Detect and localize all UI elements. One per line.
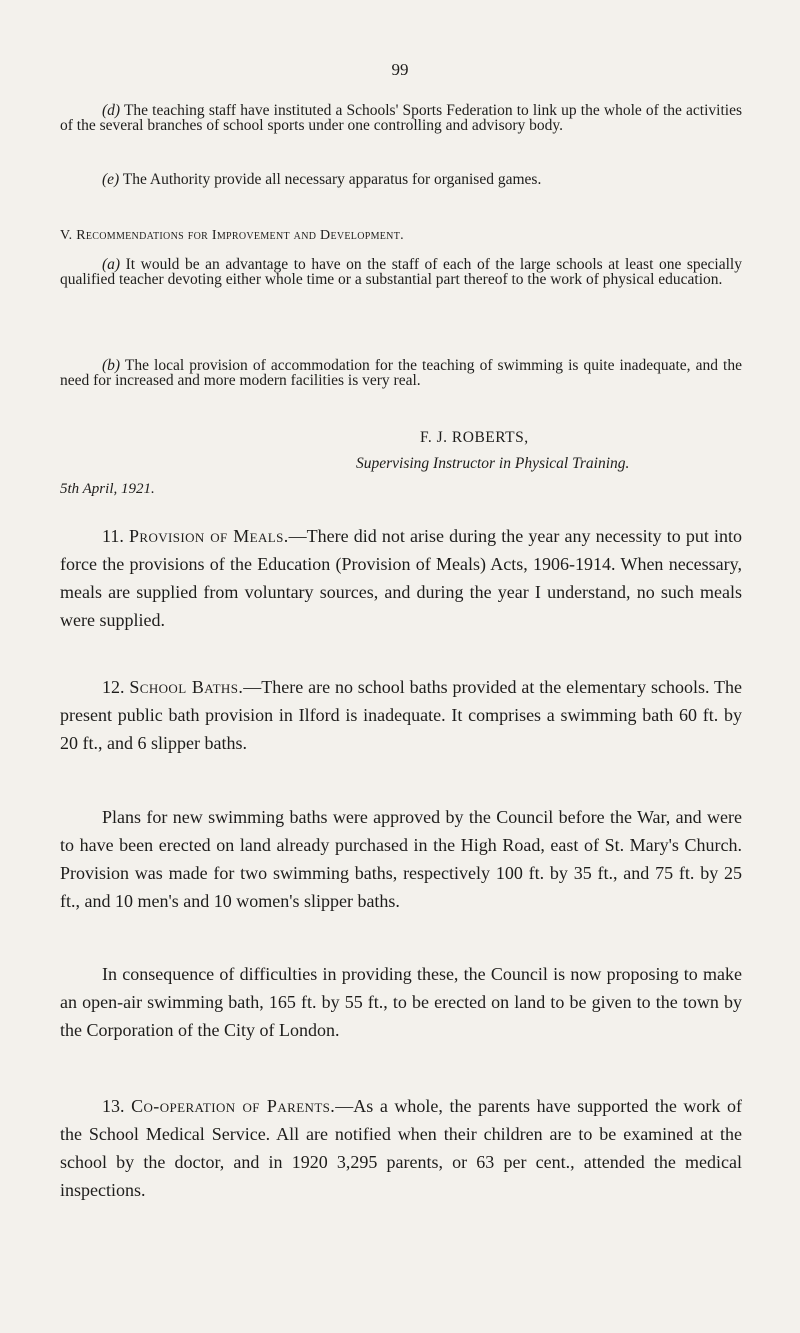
item-letter-b: (b) [102, 357, 121, 374]
signature-title: Supervising Instructor in Physical Training. [356, 455, 630, 472]
section-v-numeral: V. [60, 228, 73, 243]
paragraph-b [60, 358, 742, 388]
section-13-number: 13. [102, 1096, 125, 1116]
signature-name: F. J. ROBERTS, [420, 429, 529, 446]
item-letter-a: (a) [102, 256, 121, 273]
paragraph-e-text: The Authority provide all necessary apparatus for organised games. [119, 171, 542, 188]
section-12 [60, 673, 742, 757]
section-12-text: —There are no school baths provided at the elementary schools. The present public bath provision in Ilford is inadequate. It comprises a swimming bath 60 ft. by 20 ft., and 6 slipper baths. [60, 677, 742, 753]
section-12-heading: School Baths. [129, 677, 244, 697]
paragraph-d [60, 103, 742, 133]
paragraph-a [60, 257, 742, 287]
section-12-para3-text: In consequence of difficulties in providing these, the Council is now proposing to make an open-air swimming bath, 165 ft. by 55 ft., to be erected on land to be given to the town by the Corporation of the City of London. [60, 964, 742, 1040]
section-13 [60, 1092, 742, 1204]
paragraph-b-text: The local provision of accommodation for the teaching of swimming is quite inadequate, and the need for increased and more modern facilities is very real. [60, 357, 742, 389]
item-letter-d: (d) [102, 102, 121, 119]
section-v-heading [60, 228, 742, 244]
section-v-title: Recommendations for Improvement and Development. [76, 228, 404, 243]
item-letter-e: (e) [102, 171, 120, 188]
paragraph-e [60, 172, 742, 187]
section-11-number: 11. [102, 526, 124, 546]
section-12-paragraph-2 [60, 803, 742, 915]
section-11-text: —There did not arise during the year any necessity to put into force the provisions of the Education (Provision of Meals) Acts, 1906-1914. When necessary, meals are supplied from voluntary sources, and during the year I understand, no such meals were supplied. [60, 526, 742, 630]
section-12-paragraph-3 [60, 960, 742, 1044]
section-12-para2-text: Plans for new swimming baths were approved by the Council before the War, and were to have been erected on land already purchased in the High Road, east of St. Mary's Church. Provision was made for two swimming baths, respectively 100 ft. by 35 ft., and 75 ft. by 25 ft., and 10 men's and 10 women's slipper baths. [60, 807, 742, 911]
section-12-number: 12. [102, 677, 125, 697]
section-13-heading: Co-operation of Parents. [131, 1096, 336, 1116]
paragraph-a-text: It would be an advantage to have on the staff of each of the large schools at least one specially qualified teacher devoting either whole time or a substantial part thereof to the work of physical education. [60, 256, 742, 288]
paragraph-d-text: The teaching staff have instituted a Schools' Sports Federation to link up the whole of the activities of the several branches of school sports under one controlling and advisory body. [60, 102, 742, 134]
page-number: 99 [391, 60, 409, 79]
section-11-heading: Provision of Meals. [128, 526, 289, 546]
section-13-text: —As a whole, the parents have supported the work of the School Medical Service. All are notified when their children are to be examined at the school by the doctor, and in 1920 3,295 parents, or 63 per cent., attended the medical inspections. [60, 1096, 743, 1200]
signature-date: 5th April, 1921. [60, 481, 155, 497]
section-11 [60, 522, 742, 634]
